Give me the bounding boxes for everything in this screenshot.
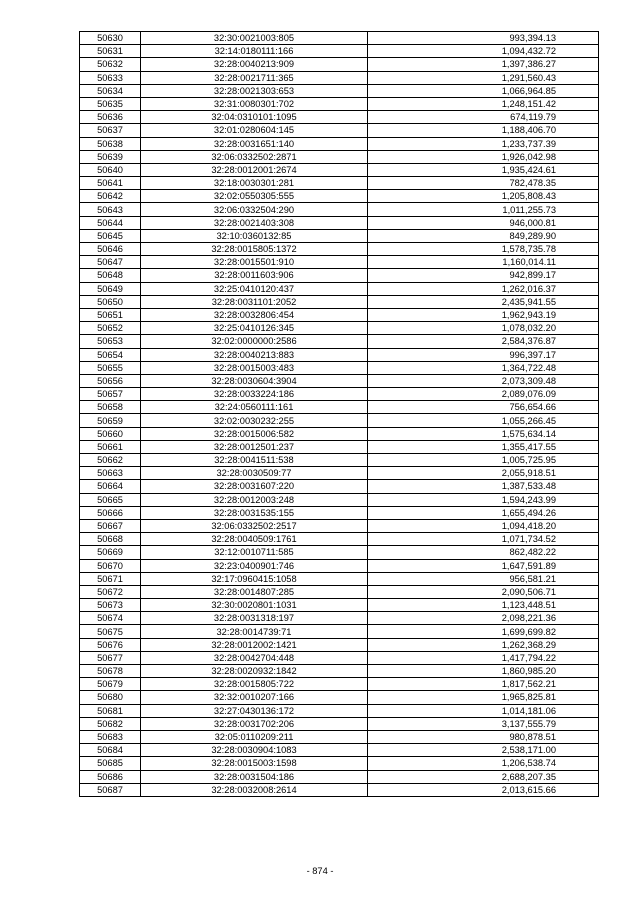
cadastral-number-cell: 32:28:0030509:77 [141,467,368,480]
row-number-cell: 50655 [80,361,141,374]
table-row [80,163,599,176]
cadastral-number-cell: 32:28:0011603:906 [141,269,368,282]
row-number-cell: 50639 [80,150,141,163]
value-cell: 1,205,808.43 [368,190,599,203]
cadastral-number-cell: 32:28:0031535:155 [141,506,368,519]
table-row [80,269,599,282]
value-cell: 1,014,181.06 [368,704,599,717]
row-number-cell: 50687 [80,783,141,796]
cadastral-number-cell: 32:28:0014739:71 [141,625,368,638]
value-cell: 1,355,417.55 [368,440,599,453]
cadastral-number-cell: 32:27:0430136:172 [141,704,368,717]
row-number-cell: 50666 [80,506,141,519]
row-number-cell: 50682 [80,717,141,730]
cadastral-number-cell: 32:28:0021403:308 [141,216,368,229]
cadastral-number-cell: 32:28:0033224:186 [141,388,368,401]
row-number-cell: 50663 [80,467,141,480]
value-cell: 1,578,735.78 [368,243,599,256]
value-cell: 1,206,538.74 [368,757,599,770]
table-row [80,730,599,743]
value-cell: 1,962,943.19 [368,308,599,321]
table-row [80,454,599,467]
row-number-cell: 50641 [80,177,141,190]
table-row [80,572,599,585]
cadastral-number-cell: 32:24:0560111:161 [141,401,368,414]
table-row [80,308,599,321]
value-cell: 1,935,424.61 [368,163,599,176]
row-number-cell: 50656 [80,374,141,387]
row-number-cell: 50674 [80,612,141,625]
value-cell: 1,262,016.37 [368,282,599,295]
cadastral-number-cell: 32:28:0012003:248 [141,493,368,506]
value-cell: 1,160,014.11 [368,256,599,269]
cadastral-number-cell: 32:28:0014807:285 [141,585,368,598]
table-row [80,717,599,730]
value-cell: 1,817,562.21 [368,678,599,691]
value-cell: 1,647,591.89 [368,559,599,572]
row-number-cell: 50632 [80,58,141,71]
row-number-cell: 50645 [80,229,141,242]
table-row [80,665,599,678]
cadastral-number-cell: 32:28:0015805:722 [141,678,368,691]
row-number-cell: 50654 [80,348,141,361]
row-number-cell: 50649 [80,282,141,295]
cadastral-number-cell: 32:28:0040213:909 [141,58,368,71]
cadastral-number-cell: 32:28:0042704:448 [141,651,368,664]
value-cell: 1,291,560.43 [368,71,599,84]
row-number-cell: 50642 [80,190,141,203]
cadastral-number-cell: 32:02:0000000:2586 [141,335,368,348]
table-row [80,440,599,453]
row-number-cell: 50664 [80,480,141,493]
value-cell: 1,417,794.22 [368,651,599,664]
table-row [80,348,599,361]
table-row [80,45,599,58]
row-number-cell: 50634 [80,84,141,97]
row-number-cell: 50667 [80,519,141,532]
table-row [80,374,599,387]
cadastral-number-cell: 32:31:0080301:702 [141,97,368,110]
table-row [80,467,599,480]
row-number-cell: 50673 [80,599,141,612]
table-row [80,190,599,203]
table-row [80,124,599,137]
row-number-cell: 50671 [80,572,141,585]
page-number: - 874 - [306,866,334,876]
cadastral-number-cell: 32:32:0010207:166 [141,691,368,704]
table-row [80,783,599,796]
value-cell: 1,055,266.45 [368,414,599,427]
table-row [80,58,599,71]
cadastral-number-cell: 32:30:0020801:1031 [141,599,368,612]
cadastral-number-cell: 32:28:0015006:582 [141,427,368,440]
cadastral-number-cell: 32:28:0031651:140 [141,137,368,150]
table-row [80,401,599,414]
value-cell: 1,123,448.51 [368,599,599,612]
table-row [80,71,599,84]
table-row [80,256,599,269]
table-row [80,506,599,519]
row-number-cell: 50672 [80,585,141,598]
value-cell: 946,000.81 [368,216,599,229]
cadastral-number-cell: 32:04:0310101:1095 [141,111,368,124]
cadastral-number-cell: 32:28:0012002:1421 [141,638,368,651]
table-row [80,612,599,625]
value-cell: 1,575,634.14 [368,427,599,440]
value-cell: 2,089,076.09 [368,388,599,401]
row-number-cell: 50675 [80,625,141,638]
table-row [80,546,599,559]
row-number-cell: 50644 [80,216,141,229]
row-number-cell: 50653 [80,335,141,348]
table-row [80,335,599,348]
cadastral-number-cell: 32:28:0020932:1842 [141,665,368,678]
table-row [80,203,599,216]
row-number-cell: 50636 [80,111,141,124]
cadastral-number-cell: 32:06:0332504:290 [141,203,368,216]
cadastral-number-cell: 32:28:0012501:237 [141,440,368,453]
cadastral-number-cell: 32:28:0031101:2052 [141,295,368,308]
table-row [80,480,599,493]
value-cell: 1,926,042.98 [368,150,599,163]
row-number-cell: 50635 [80,97,141,110]
row-number-cell: 50646 [80,243,141,256]
cadastral-number-cell: 32:28:0015501:910 [141,256,368,269]
value-cell: 2,055,918.51 [368,467,599,480]
cadastral-number-cell: 32:28:0040213:883 [141,348,368,361]
value-cell: 956,581.21 [368,572,599,585]
value-cell: 1,397,386.27 [368,58,599,71]
cadastral-number-cell: 32:06:0332502:2517 [141,519,368,532]
value-cell: 980,878.51 [368,730,599,743]
value-cell: 782,478.35 [368,177,599,190]
table-row [80,229,599,242]
row-number-cell: 50669 [80,546,141,559]
table-row [80,585,599,598]
row-number-cell: 50681 [80,704,141,717]
table-row [80,414,599,427]
table-row [80,295,599,308]
cadastral-number-cell: 32:28:0031504:186 [141,770,368,783]
value-cell: 849,289.90 [368,229,599,242]
row-number-cell: 50668 [80,533,141,546]
table-row [80,137,599,150]
value-cell: 2,090,506.71 [368,585,599,598]
cadastral-value-table [79,31,599,797]
table-row [80,757,599,770]
cadastral-number-cell: 32:28:0031318:197 [141,612,368,625]
table-row [80,361,599,374]
value-cell: 1,094,418.20 [368,519,599,532]
value-cell: 862,482.22 [368,546,599,559]
row-number-cell: 50665 [80,493,141,506]
value-cell: 2,584,376.87 [368,335,599,348]
value-cell: 756,654.66 [368,401,599,414]
row-number-cell: 50678 [80,665,141,678]
row-number-cell: 50652 [80,322,141,335]
table-row [80,216,599,229]
table-row [80,177,599,190]
table-row [80,388,599,401]
cadastral-number-cell: 32:25:0410120:437 [141,282,368,295]
table-row [80,519,599,532]
row-number-cell: 50657 [80,388,141,401]
cadastral-number-cell: 32:23:0400901:746 [141,559,368,572]
value-cell: 1,011,255.73 [368,203,599,216]
cadastral-number-cell: 32:28:0040509:1761 [141,533,368,546]
row-number-cell: 50686 [80,770,141,783]
row-number-cell: 50670 [80,559,141,572]
value-cell: 993,394.13 [368,32,599,45]
table-row [80,770,599,783]
cadastral-number-cell: 32:02:0030232:255 [141,414,368,427]
row-number-cell: 50631 [80,45,141,58]
table-row [80,678,599,691]
cadastral-number-cell: 32:18:0030301:281 [141,177,368,190]
cadastral-number-cell: 32:28:0031607:220 [141,480,368,493]
row-number-cell: 50633 [80,71,141,84]
table-body [80,32,599,797]
cadastral-number-cell: 32:28:0015003:483 [141,361,368,374]
cadastral-number-cell: 32:28:0030904:1083 [141,744,368,757]
row-number-cell: 50660 [80,427,141,440]
table-row [80,111,599,124]
table-row [80,243,599,256]
table-row [80,282,599,295]
value-cell: 2,435,941.55 [368,295,599,308]
row-number-cell: 50659 [80,414,141,427]
row-number-cell: 50662 [80,454,141,467]
table-row [80,704,599,717]
row-number-cell: 50676 [80,638,141,651]
cadastral-number-cell: 32:28:0015805:1372 [141,243,368,256]
cadastral-number-cell: 32:06:0332502:2871 [141,150,368,163]
table-row [80,97,599,110]
value-cell: 996,397.17 [368,348,599,361]
cadastral-number-cell: 32:28:0031702:206 [141,717,368,730]
cadastral-number-cell: 32:30:0021003:805 [141,32,368,45]
value-cell: 1,594,243.99 [368,493,599,506]
table-row [80,32,599,45]
value-cell: 1,066,964.85 [368,84,599,97]
cadastral-number-cell: 32:28:0015003:1598 [141,757,368,770]
table-row [80,744,599,757]
value-cell: 1,262,368.29 [368,638,599,651]
value-cell: 1,188,406.70 [368,124,599,137]
table-row [80,533,599,546]
row-number-cell: 50680 [80,691,141,704]
row-number-cell: 50638 [80,137,141,150]
value-cell: 1,364,722.48 [368,361,599,374]
cadastral-number-cell: 32:28:0021711:365 [141,71,368,84]
value-cell: 1,248,151.42 [368,97,599,110]
cadastral-number-cell: 32:28:0012001:2674 [141,163,368,176]
table-row [80,651,599,664]
row-number-cell: 50650 [80,295,141,308]
value-cell: 674,119.79 [368,111,599,124]
table-row [80,559,599,572]
row-number-cell: 50683 [80,730,141,743]
row-number-cell: 50685 [80,757,141,770]
cadastral-number-cell: 32:05:0110209:211 [141,730,368,743]
row-number-cell: 50637 [80,124,141,137]
cadastral-number-cell: 32:14:0180111:166 [141,45,368,58]
value-cell: 942,899.17 [368,269,599,282]
cadastral-number-cell: 32:28:0032008:2614 [141,783,368,796]
cadastral-number-cell: 32:01:0280604:145 [141,124,368,137]
cadastral-number-cell: 32:17:0960415:1058 [141,572,368,585]
cadastral-number-cell: 32:28:0032806:454 [141,308,368,321]
cadastral-number-cell: 32:28:0041511:538 [141,454,368,467]
value-cell: 1,860,985.20 [368,665,599,678]
row-number-cell: 50661 [80,440,141,453]
table-row [80,427,599,440]
value-cell: 1,005,725.95 [368,454,599,467]
value-cell: 1,071,734.52 [368,533,599,546]
value-cell: 1,094,432.72 [368,45,599,58]
cadastral-number-cell: 32:02:0550305:555 [141,190,368,203]
row-number-cell: 50677 [80,651,141,664]
value-cell: 3,137,555.79 [368,717,599,730]
table-row [80,691,599,704]
cadastral-number-cell: 32:10:0360132:85 [141,229,368,242]
row-number-cell: 50643 [80,203,141,216]
cadastral-number-cell: 32:28:0030604:3904 [141,374,368,387]
value-cell: 1,233,737.39 [368,137,599,150]
cadastral-number-cell: 32:25:0410126:345 [141,322,368,335]
row-number-cell: 50648 [80,269,141,282]
value-cell: 2,013,615.66 [368,783,599,796]
value-cell: 1,655,494.26 [368,506,599,519]
value-cell: 1,078,032.20 [368,322,599,335]
table-row [80,625,599,638]
table-row [80,84,599,97]
value-cell: 1,387,533.48 [368,480,599,493]
row-number-cell: 50640 [80,163,141,176]
row-number-cell: 50651 [80,308,141,321]
cadastral-number-cell: 32:12:0010711:585 [141,546,368,559]
row-number-cell: 50647 [80,256,141,269]
value-cell: 2,688,207.35 [368,770,599,783]
value-cell: 1,699,699.82 [368,625,599,638]
value-cell: 1,965,825.81 [368,691,599,704]
value-cell: 2,538,171.00 [368,744,599,757]
table-row [80,150,599,163]
table-row [80,638,599,651]
table-row [80,493,599,506]
row-number-cell: 50658 [80,401,141,414]
row-number-cell: 50630 [80,32,141,45]
value-cell: 2,073,309.48 [368,374,599,387]
row-number-cell: 50684 [80,744,141,757]
table-row [80,322,599,335]
cadastral-number-cell: 32:28:0021303:653 [141,84,368,97]
value-cell: 2,098,221.36 [368,612,599,625]
table-row [80,599,599,612]
row-number-cell: 50679 [80,678,141,691]
